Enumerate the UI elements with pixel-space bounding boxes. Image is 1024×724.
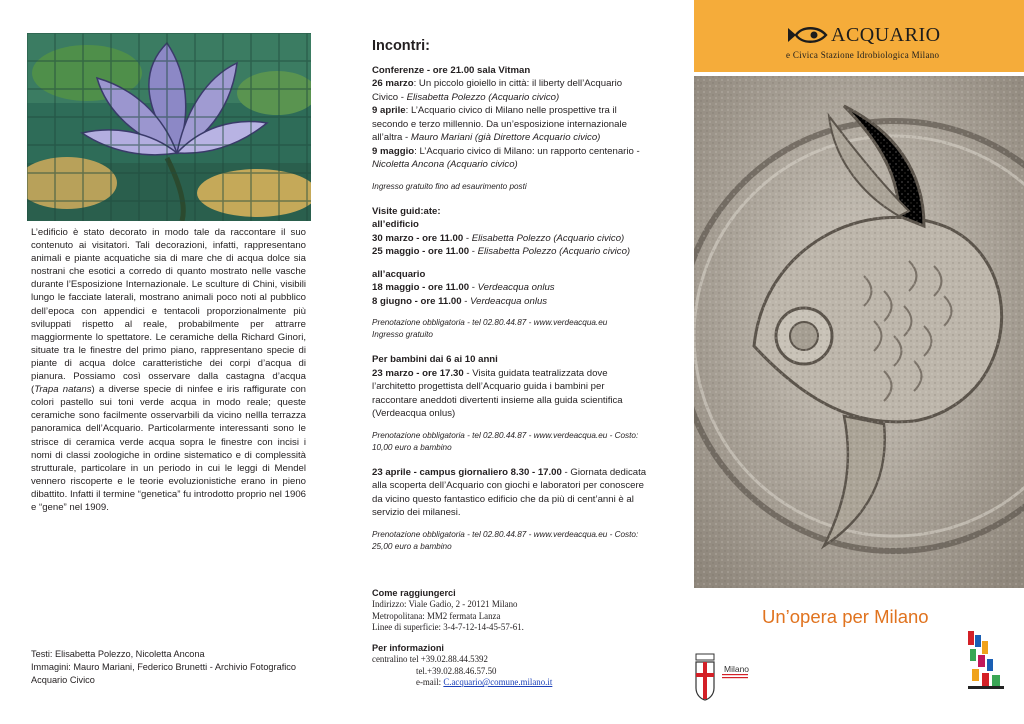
middle-panel <box>340 0 694 724</box>
contact-block <box>372 588 662 688</box>
acquario-visit-2-date: 8 giugno - ore 11.00 <box>372 295 462 307</box>
campus-note: Prenotazione obbligatoria - tel 02.80.44.87 - www.verdeacqua.eu - Costo: 25,00 euro a bambino <box>372 529 639 551</box>
stone-fish-relief-photo <box>694 76 1024 588</box>
conference-1 <box>372 77 648 104</box>
edificio-visit-2: 25 maggio - ore 11.00 - Elisabetta Polezzo (Acquario civico) <box>372 246 631 257</box>
conferenze-heading: Conferenze - ore 21.00 sala Vitman <box>372 64 531 76</box>
logo-banner <box>694 0 1024 72</box>
primavera-logo-icon <box>966 631 1006 691</box>
conference-3-title: : L’Acquario civico di Milano: un rapporto centenario - <box>414 145 640 157</box>
edificio-visit-1-guide: Elisabetta Polezzo (Acquario civico) <box>471 232 625 244</box>
edificio-visit-2-guide: Elisabetta Polezzo (Acquario civico) <box>477 246 631 257</box>
bambini-event <box>372 367 648 421</box>
right-panel <box>694 0 1024 724</box>
acquario-heading: all’acquario <box>372 268 426 280</box>
come-raggiungerci-heading: Come raggiungerci <box>372 588 456 598</box>
bambini-event-date: 23 marzo - ore 17.30 <box>372 367 464 379</box>
campus-event-date: 23 aprile - campus giornaliero 8.30 - 17.00 <box>372 466 562 478</box>
section-heading: Incontri: <box>372 38 430 54</box>
metro-line: Metropolitana: MM2 fermata Lanza <box>372 610 501 621</box>
acquario-visit-1-date: 18 maggio - ore 11.00 <box>372 282 470 293</box>
conference-2-speaker: Mauro Mariani (già Direttore Acquario civico) <box>410 132 601 143</box>
info-email-label: e-mail: <box>416 677 444 688</box>
left-panel <box>0 0 340 724</box>
edificio-visit-2-date: 25 maggio - ore 11.00 <box>372 246 470 257</box>
conference-2 <box>372 104 648 145</box>
logo-title: ACQUARIO <box>831 24 941 46</box>
conference-2-date: 9 aprile <box>372 105 406 116</box>
edificio-heading: all’edificio <box>372 219 419 230</box>
fish-logo-icon <box>786 24 830 46</box>
logo-subtitle: e Civica Stazione Idrobiologica Milano <box>786 50 940 60</box>
bambini-heading: Per bambini dai 6 ai 10 anni <box>372 354 498 365</box>
comune-milano-logo <box>694 652 764 702</box>
visite-note-free: Ingresso gratuito <box>372 330 433 339</box>
acquario-visit-2: 8 giugno - ore 11.00 - Verdeacqua onlus <box>372 295 548 307</box>
info-heading: Per informazioni <box>372 643 444 654</box>
acquario-visit-1-guide: Verdeacqua onlus <box>477 282 555 293</box>
email-link[interactable]: C.acquario@comune.milano.it <box>443 677 553 688</box>
acquario-visit-2-guide: Verdeacqua onlus <box>470 295 548 307</box>
conference-2-title: : L’Acquario civico di Milano nelle prospettive tra il secondo e terzo millennio. Da un’esposizione internazionale all’altra - <box>372 105 627 143</box>
visite-note-booking: Prenotazione obbligatoria - tel 02.80.44.87 - www.verdeacqua.eu <box>372 318 608 327</box>
lotus-tile-photo <box>27 33 311 221</box>
bus-lines: Linee di superficie: 3-4-7-12-14-45-57-61. <box>372 621 524 632</box>
campus-event-text: - Giornata dedicata alla scoperta dell’Acquario con giochi e laboratori per conoscere da vicino questo fantastico edificio che da più di cent’anni è al servizio dei milanesi. <box>372 466 647 518</box>
intro-text-part-1: L’edificio è stato decorato in modo tale da raccontare il suo contenuto ai visitatori. Tali decorazioni, infatti, rappresentano animali e piante acquatiche sia di mare che di acqua dolce sia nostrani che esotici a corredo di quanto mostrato nelle vasche durante l’Esposizione Internazionale. Le sculture di Chini, visibili lungo le facciate laterali, mostrano animali poco noti al pubblico dell’epoca con appendici e tentacoli proporzionalmente più sviluppati rispetto al reale, probabilmente per attrarre maggiormente lo spettatore. Le ceramiche della Richard Ginori, situate tra le finestre del primo piano, rappresentano specie di piante di acqua dolce caratteristiche dei corpi d’acqua di pianura. Possiamo così osservare dalla castagna d’acqua ( <box>31 227 306 396</box>
acquario-visit-1: 18 maggio - ore 11.00 - Verdeacqua onlus <box>372 282 555 293</box>
conference-note: Ingresso gratuito fino ad esaurimento posti <box>372 181 527 191</box>
conference-3 <box>372 145 648 172</box>
bambini-note: Prenotazione obbligatoria - tel 02.80.44.87 - www.verdeacqua.eu - Costo: 10,00 euro a bambino <box>372 430 639 452</box>
visite-heading: Visite guid:ate: <box>372 205 441 217</box>
credits-images: Immagini: Mauro Mariani, Federico Brunetti - Archivio Fotografico Acquario Civico <box>31 662 297 686</box>
conference-1-date: 26 marzo <box>372 78 414 89</box>
events-column <box>372 40 648 553</box>
milano-label: Milano <box>724 664 750 674</box>
conference-1-title: : Un piccolo gioiello in città: il liberty dell’Acquario Civico - <box>372 78 623 103</box>
conference-3-speaker: Nicoletta Ancona (Acquario civico) <box>372 159 518 170</box>
info-phone-1: centralino tel +39.02.88.44.5392 <box>372 654 488 665</box>
conference-1-speaker: Elisabetta Polezzo (Acquario civico) <box>406 91 560 103</box>
conference-3-date: 9 maggio <box>372 145 415 157</box>
info-phone-2: tel.+39.02.88.46.57.50 <box>416 665 497 676</box>
info-email-line <box>372 677 662 688</box>
campus-event <box>372 466 648 520</box>
credits-texts: Testi: Elisabetta Polezzo, Nicoletta Ancona <box>31 649 205 659</box>
edificio-visit-1: 30 marzo - ore 11.00 - Elisabetta Polezzo (Acquario civico) <box>372 232 625 244</box>
crown-icon <box>696 654 714 660</box>
edificio-visit-1-date: 30 marzo - ore 11.00 <box>372 232 464 244</box>
address-line: Indirizzo: Viale Gadio, 2 - 20121 Milano <box>372 599 518 610</box>
tagline: Un’opera per Milano <box>762 606 929 627</box>
bambini-event-text: - Visita guidata teatralizzata dove l’architetto progettista dell’Acquario guida i bambini per raccontare aneddoti divertenti insieme alla guida scientifica (Verdeacqua onlus) <box>372 367 623 419</box>
credits <box>31 648 311 688</box>
intro-text-part-2: ) a diverse specie di ninfee e iris raffigurate con colori pastello sui toni verde acqua in modo reale; queste ceramiche sono facilmente osservarbili da vicino nellla terrazza panoramica dell’Acquario. Particolarmente interessanti sono le strisce di ceramica verde acqua sopra le finestre con incisi i nomi di classi zoologiche in ordine sistematico e di complessità strutturale, particolare in un periodo in cui le leggi di Mendel vennero riscoperte e le teorie evoluzionistiche erano in pieno dibattito. Infatti il termine “genetica” fu introdotto proprio nel 1906 e “gene” nel 1909. <box>31 384 306 513</box>
intro-paragraph <box>31 226 306 514</box>
intro-latin-name: Trapa natans <box>34 384 92 396</box>
